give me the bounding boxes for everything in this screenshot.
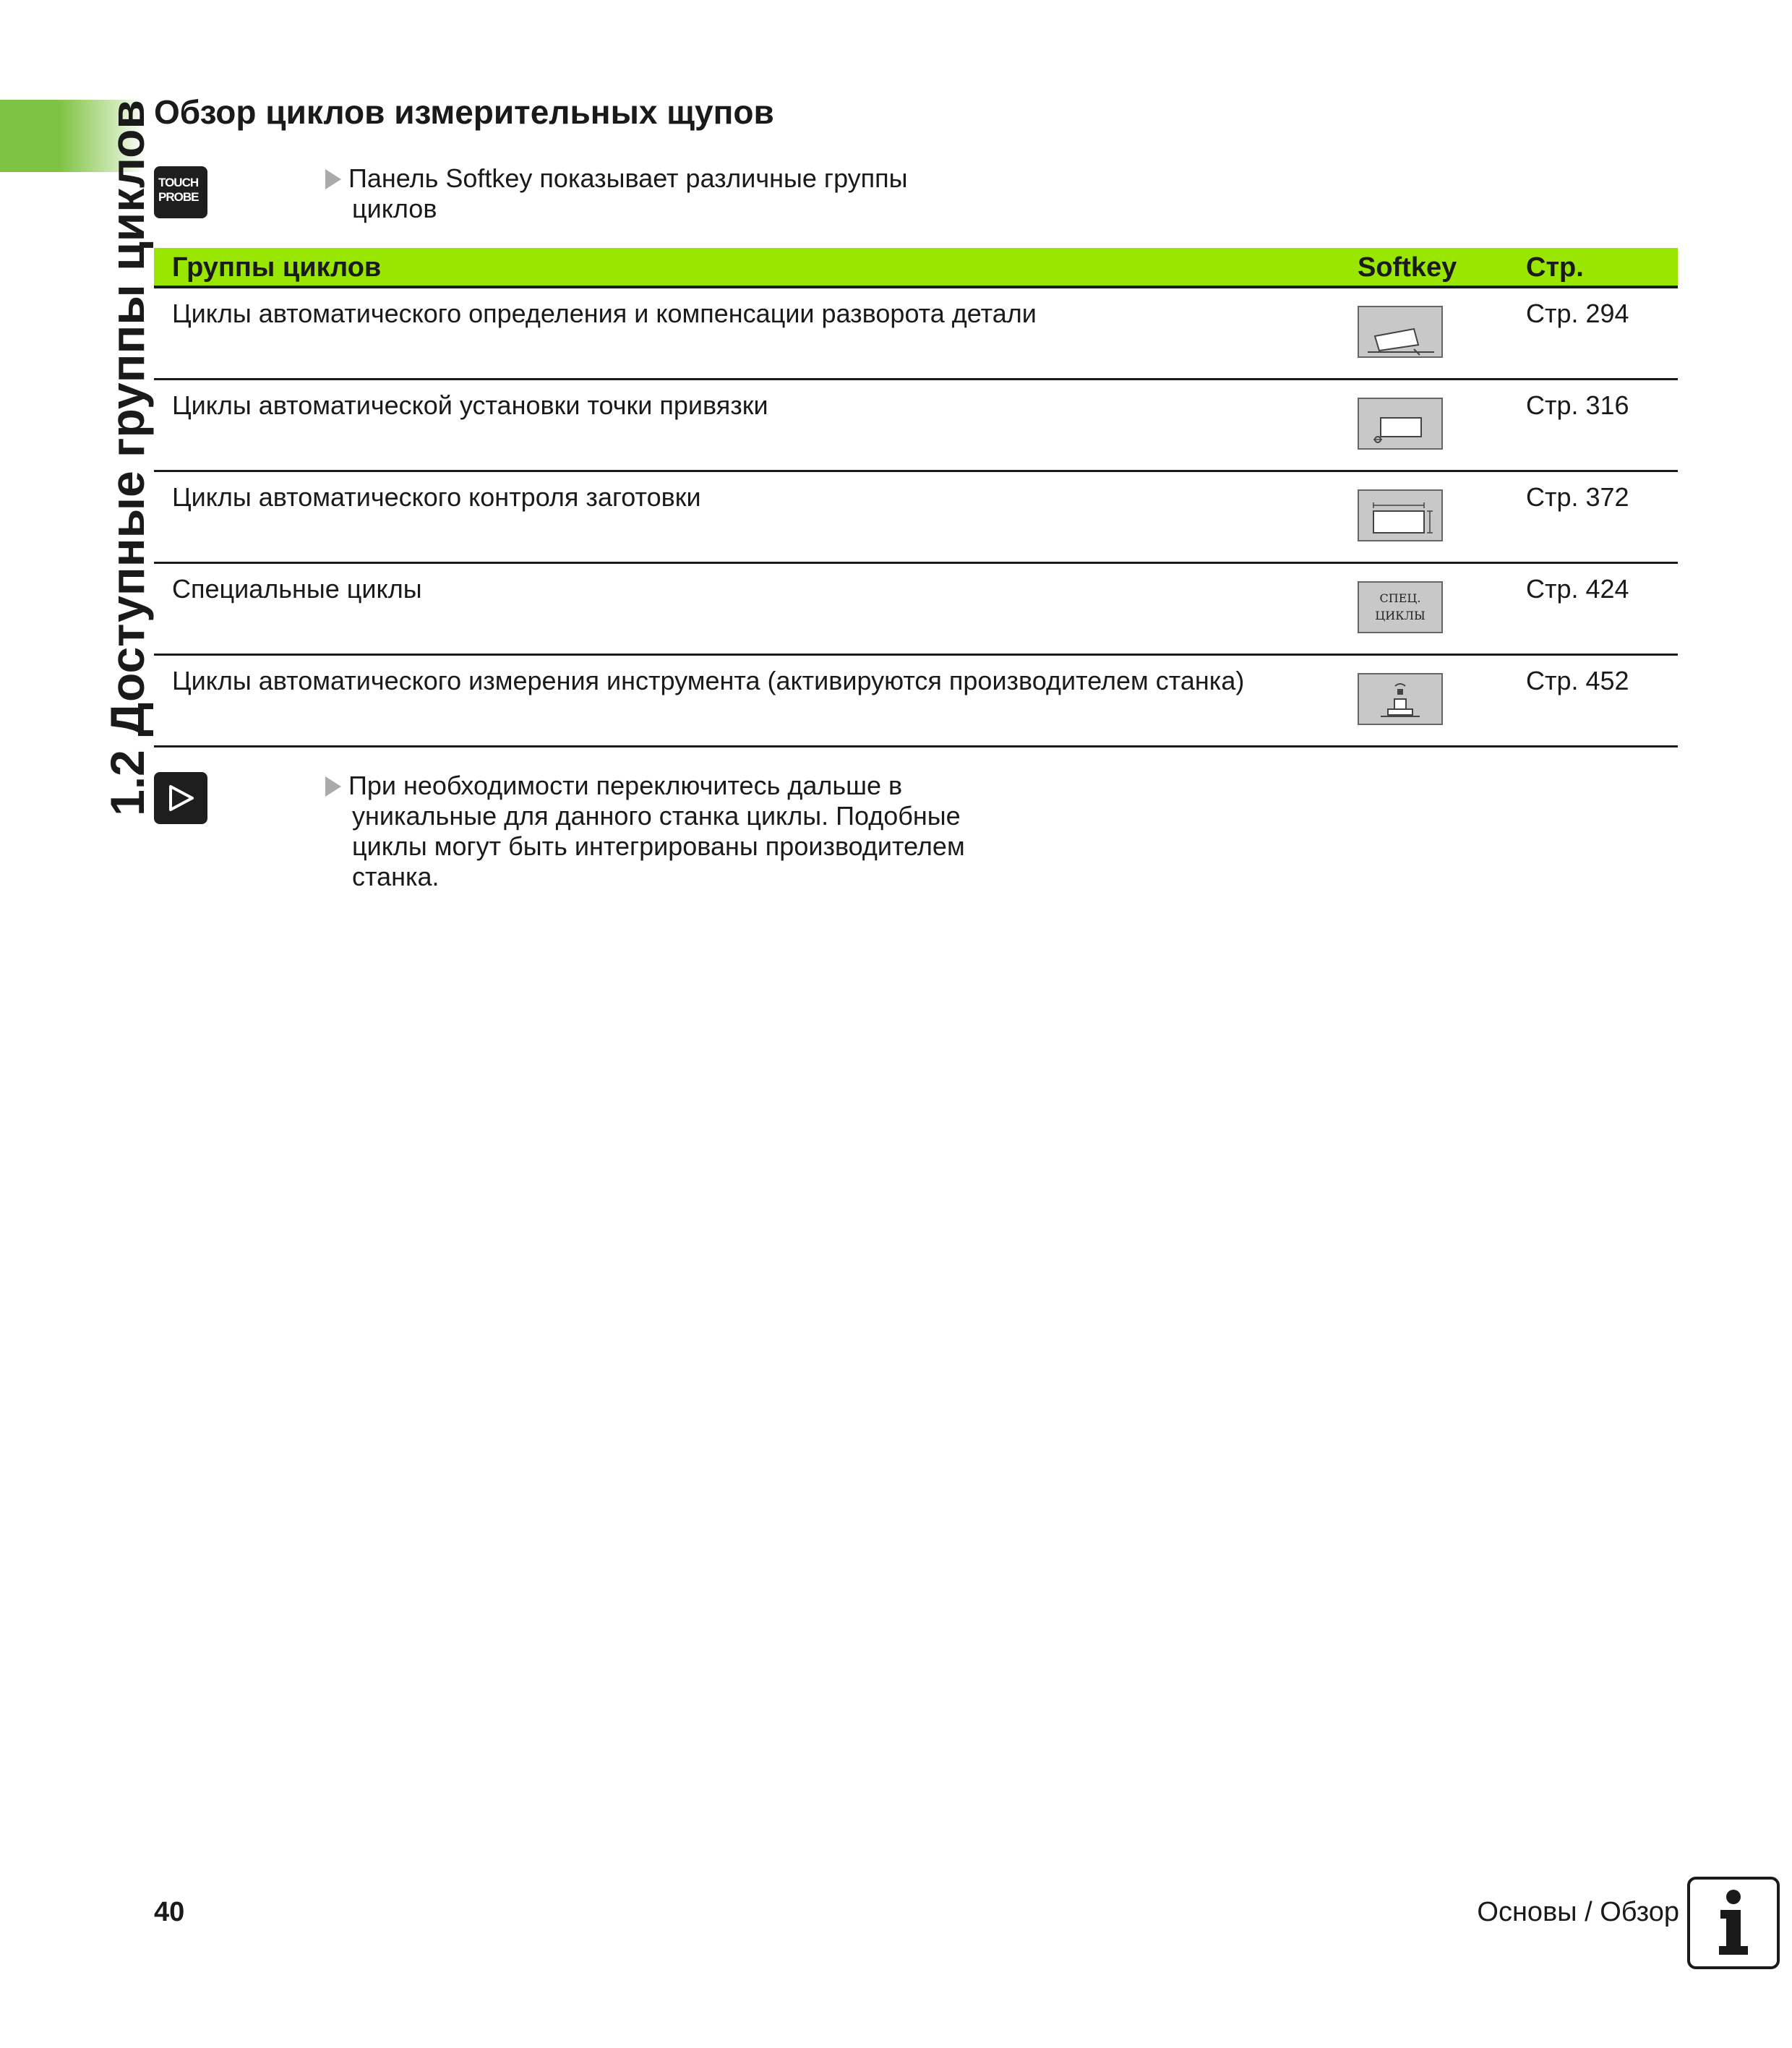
cycle-groups-table — [154, 248, 1678, 747]
row-description: Циклы автоматического измерения инструмента (активируются производителем станка) — [172, 666, 1245, 695]
row-description: Циклы автоматического контроля заготовки — [172, 482, 701, 512]
touch-probe-key-label-1: TOUCH — [158, 176, 199, 189]
footer-section-label: Основы / Обзор — [1477, 1897, 1679, 1927]
note-line: станка. — [352, 862, 440, 891]
instruction-note-softkeys — [325, 163, 976, 228]
page-title: Обзор циклов измерительных щупов — [154, 93, 774, 131]
row-page-ref: Стр. 424 — [1526, 574, 1629, 604]
note-line: циклов — [352, 194, 437, 223]
note-line: Панель Softkey показывает различные группы — [348, 163, 908, 193]
table-row — [154, 380, 1678, 472]
tool-measurement-softkey-icon[interactable] — [1358, 673, 1443, 725]
header-groups: Группы циклов — [172, 252, 382, 283]
rotation-compensation-softkey-icon[interactable] — [1358, 306, 1443, 358]
sidebar-chapter-title: 1.2 Доступные группы циклов — [100, 100, 154, 816]
softkey-label-line: СПЕЦ. — [1379, 591, 1421, 605]
row-description: Циклы автоматической установки точки привязки — [172, 390, 768, 420]
next-arrow-icon — [154, 772, 207, 824]
table-row — [154, 564, 1678, 656]
note-line: При необходимости переключитесь дальше в — [348, 771, 903, 800]
table-row — [154, 472, 1678, 564]
bullet-arrow-icon — [325, 776, 341, 797]
touch-probe-key-label-2: PROBE — [158, 190, 199, 204]
touch-probe-key-icon — [154, 166, 207, 218]
special-cycles-softkey[interactable] — [1358, 581, 1443, 633]
row-page-ref: Стр. 372 — [1526, 482, 1629, 512]
workpiece-measurement-softkey-icon[interactable] — [1358, 489, 1443, 541]
table-row — [154, 288, 1678, 380]
header-softkey: Softkey — [1358, 252, 1457, 283]
row-description: Специальные циклы — [172, 574, 422, 604]
datum-setting-softkey-icon[interactable] — [1358, 398, 1443, 450]
info-icon[interactable] — [1687, 1877, 1780, 1969]
note-line: циклы могут быть интегрированы производителем — [352, 831, 965, 861]
row-page-ref: Стр. 452 — [1526, 666, 1629, 695]
table-row — [154, 656, 1678, 747]
bullet-arrow-icon — [325, 169, 341, 189]
row-description: Циклы автоматического определения и компенсации разворота детали — [172, 299, 1037, 328]
page-number: 40 — [154, 1897, 185, 1927]
softkey-label-line: ЦИКЛЫ — [1375, 609, 1426, 622]
table-header-row — [154, 248, 1678, 288]
note-line: уникальные для данного станка циклы. Подобные — [352, 801, 961, 831]
row-page-ref: Стр. 316 — [1526, 390, 1629, 420]
row-page-ref: Стр. 294 — [1526, 299, 1629, 328]
header-page: Стр. — [1526, 252, 1584, 283]
instruction-note-machine-cycles — [325, 771, 1048, 901]
